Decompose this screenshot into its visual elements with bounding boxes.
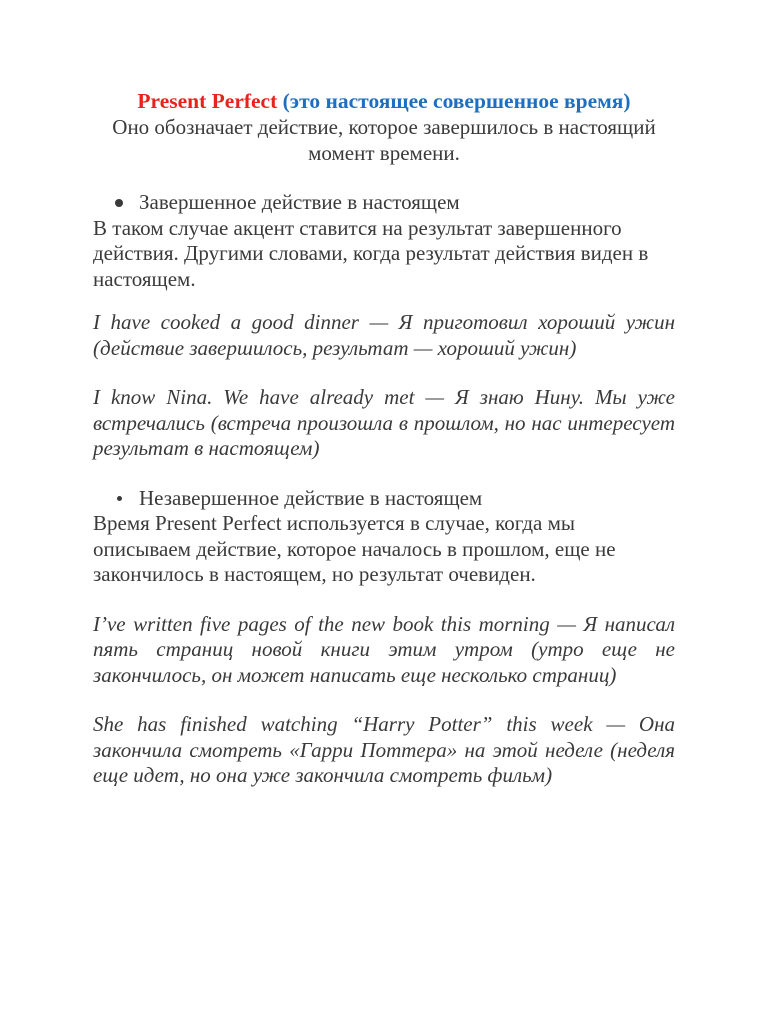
section-heading	[93, 486, 675, 512]
example-sentence: I know Nina. We have already met — Я знаю Нину. Мы уже встречались (встреча произошла в прошлом, но нас интересует результат в настоящем)	[93, 385, 675, 460]
section-completed	[93, 190, 675, 462]
bullet-icon	[117, 496, 122, 501]
section-heading	[93, 190, 675, 216]
page-title	[93, 88, 675, 115]
section-heading-label: Незавершенное действие в настоящем	[139, 485, 483, 510]
example-sentence: I’ve written five pages of the new book this morning — Я написал пять страниц новой книги этим утром (утро еще не закончилось, он может написать еще несколько страниц)	[93, 611, 675, 687]
bullet-icon	[115, 199, 123, 207]
example-sentence: I have cooked a good dinner — Я приготовил хороший ужин (действие завершилось, результат — хороший ужин)	[93, 310, 675, 360]
title-subtitle: Оно обозначает действие, которое завершилось в настоящий момент времени.	[112, 115, 656, 165]
title-block	[93, 88, 675, 166]
document-page	[93, 88, 675, 789]
example-sentence: She has finished watching “Harry Potter” this week — Она закончила смотреть «Гарри Поттера» на этой неделе (неделя еще идет, но она уже закончила смотреть фильм)	[93, 712, 675, 787]
title-translation: (это настоящее совершенное время)	[282, 89, 631, 113]
section-heading-label: Завершенное действие в настоящем	[139, 190, 460, 214]
section-text: В таком случае акцент ставится на результат завершенного действия. Другими словами, когда результат действия виден в настоящем.	[93, 215, 649, 291]
title-term: Present Perfect	[137, 89, 278, 113]
section-text: Время Present Perfect используется в случае, когда мы описываем действие, которое началось в прошлом, еще не закончилось в настоящем, но результат очевиден.	[93, 511, 616, 586]
section-uncompleted	[93, 486, 675, 789]
